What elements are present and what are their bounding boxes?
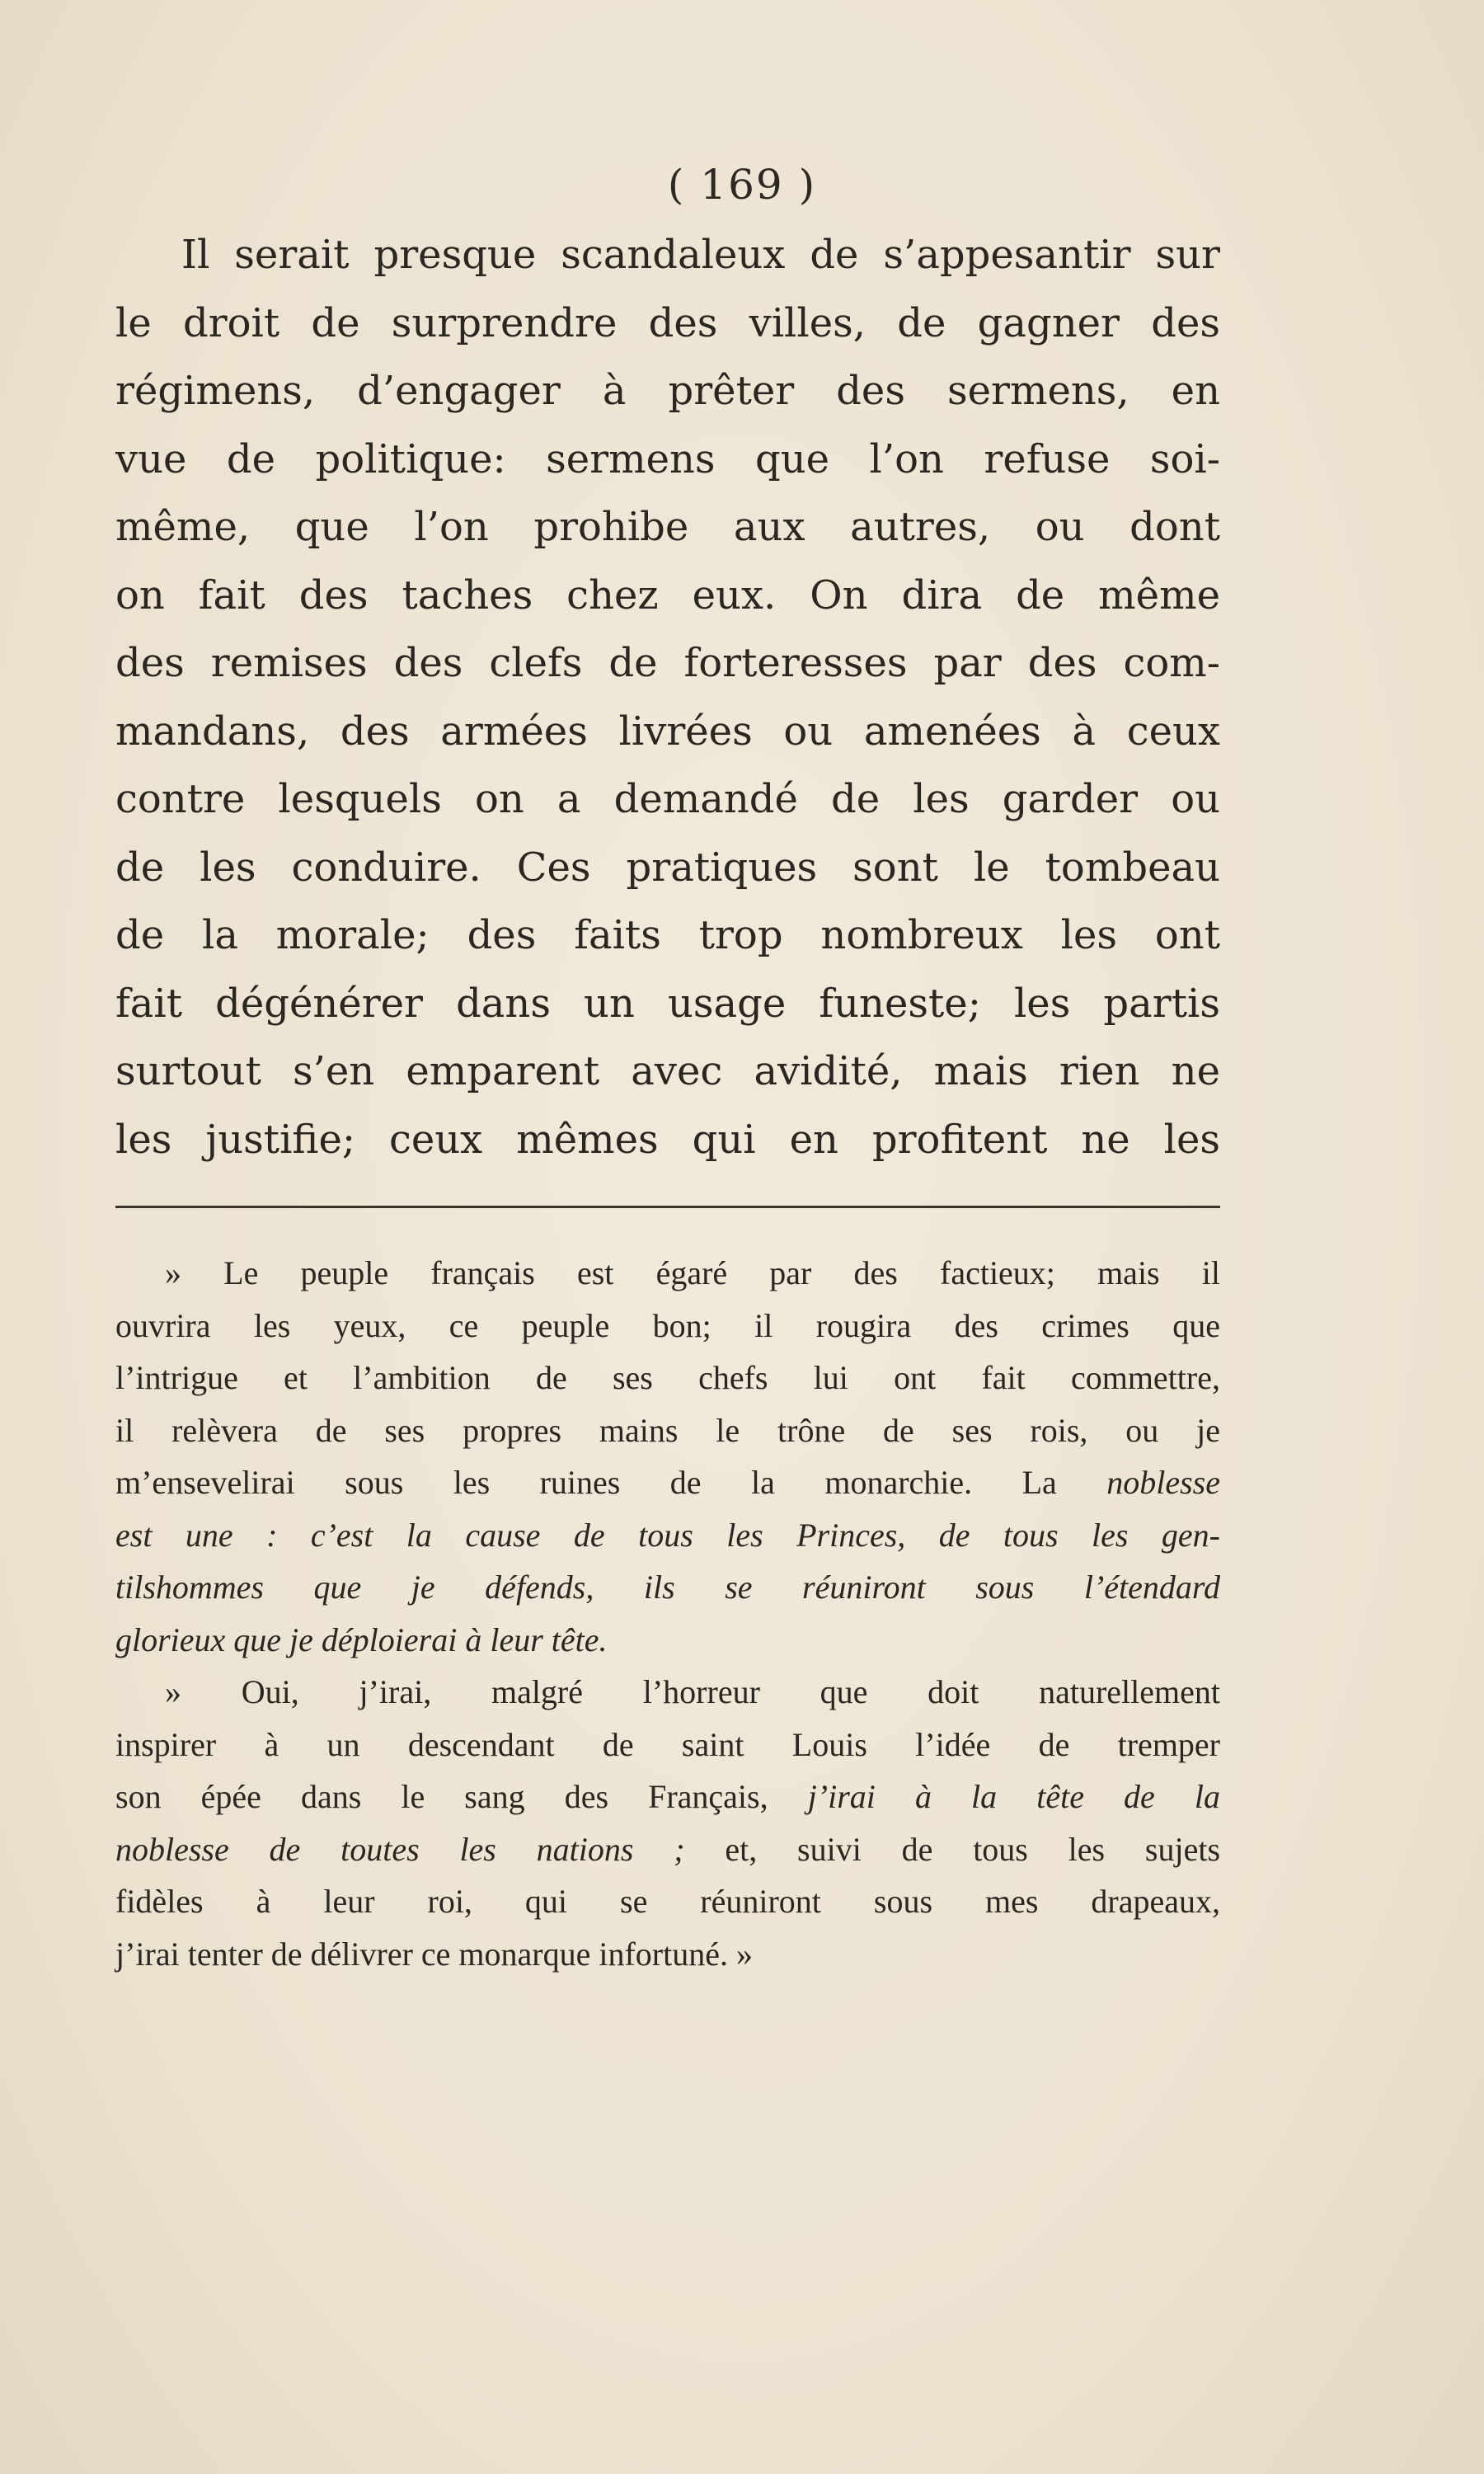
text-line: Il serait presque scandaleux de s’appesantir sur	[181, 232, 1220, 278]
note-italic-line: tilshommes que je défends, ils se réuniront sous l’étendard	[115, 1569, 1220, 1606]
note-line: ouvrira les yeux, ce peuple bon; il rougira des crimes que	[115, 1306, 1220, 1344]
note-italic-line: glorieux que je déploierai à leur tête.	[115, 1620, 608, 1658]
note-text: son épée dans le sang des Français,	[115, 1778, 808, 1815]
note-italic-text: j’irai à la tête de la	[807, 1778, 1220, 1815]
text-line: même, que l’on prohibe aux autres, ou dont	[115, 504, 1220, 550]
text-line: les justifie; ceux mêmes qui en profitent ne les	[115, 1116, 1220, 1163]
note-line: l’intrigue et l’ambition de ses chefs lui ont fait commettre,	[115, 1359, 1220, 1396]
main-text	[115, 221, 1220, 1174]
text-line: on fait des taches chez eux. On dira de même	[115, 571, 1220, 618]
note-italic-text: noblesse	[1106, 1464, 1220, 1501]
text-line: le droit de surprendre des villes, de gagner des	[115, 299, 1220, 346]
text-line: de la morale; des faits trop nombreux les ont	[115, 912, 1220, 958]
note-italic-text: noblesse de toutes les nations ;	[115, 1830, 685, 1868]
page-number: ( 169 )	[667, 161, 817, 209]
note-line	[115, 1823, 1220, 1876]
text-line: régimens, d’engager à prêter des sermens, en	[115, 368, 1220, 414]
text-line: de les conduire. Ces pratiques sont le tombeau	[115, 844, 1220, 891]
note-line	[115, 1456, 1220, 1509]
note-line: » Le peuple français est égaré par des factieux; mais il	[165, 1254, 1220, 1291]
note-line: il relèvera de ses propres mains le trône de ses rois, ou je	[115, 1411, 1220, 1449]
note-line: j’irai tenter de délivrer ce monarque infortuné. »	[115, 1935, 753, 1973]
note-text: m’ensevelirai sous les ruines de la monarchie. La	[115, 1464, 1107, 1501]
note-line: inspirer à un descendant de saint Louis l’idée de tremper	[115, 1725, 1220, 1763]
text-line: contre lesquels on a demandé de les garder ou	[115, 776, 1220, 822]
note-line: fidèles à leur roi, qui se réuniront sous mes drapeaux,	[115, 1883, 1220, 1920]
note-text: et, suivi de tous les sujets	[684, 1830, 1221, 1868]
footnote-block	[115, 1247, 1220, 1980]
note-italic-line: est une : c’est la cause de tous les Princes, de tous les gen-	[115, 1516, 1220, 1554]
text-line: mandans, des armées livrées ou amenées à ceux	[115, 708, 1220, 755]
footnote-divider	[115, 1206, 1220, 1208]
text-line: surtout s’en emparent avec avidité, mais rien ne	[115, 1048, 1220, 1094]
text-line: fait dégénérer dans un usage funeste; les partis	[115, 980, 1220, 1027]
note-line	[115, 1771, 1220, 1823]
text-line: vue de politique: sermens que l’on refuse soi-	[115, 435, 1220, 482]
text-line: des remises des clefs de forteresses par des com-	[115, 640, 1220, 686]
note-line: » Oui, j’irai, malgré l’horreur que doit naturellement	[165, 1673, 1220, 1710]
